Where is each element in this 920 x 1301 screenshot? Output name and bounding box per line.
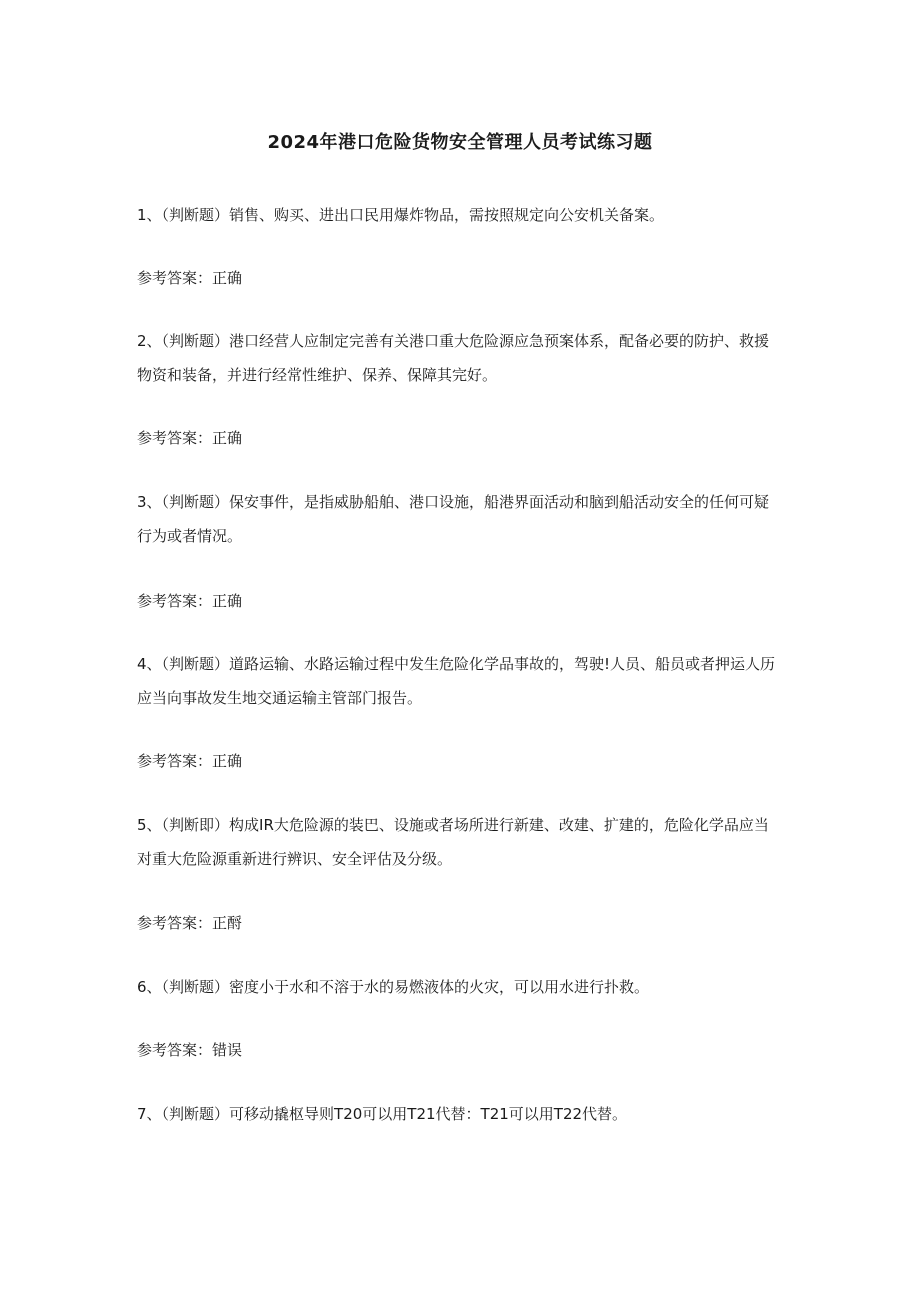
- question-1: 1、（判断题）销售、购买、进出口民用爆炸物品，需按照规定向公安机关备案。: [137, 206, 665, 224]
- answer-5: 参考答案：正酹: [137, 914, 243, 932]
- answer-2: 参考答案：正确: [137, 429, 243, 447]
- question-5: 5、（判断即）构成IR大危险源的装巴、设施或者场所进行新建、改建、扩建的，危险化学品应当对重大危险源重新进行辨识、安全评估及分级。: [137, 816, 769, 868]
- answer-6: 参考答案：错误: [137, 1041, 243, 1059]
- question-6: 6、（判断题）密度小于水和不溶于水的易燃液体的火灾，可以用水进行扑救。: [137, 978, 650, 996]
- question-3: 3、（判断题）保安事件，是指威胁船舶、港口设施，船港界面活动和脑到船活动安全的任何可疑行为或者情况。: [137, 493, 770, 545]
- answer-3: 参考答案：正确: [137, 592, 243, 610]
- document-title: 2024年港口危险货物安全管理人员考试练习题: [267, 132, 653, 153]
- question-4: 4、（判断题）道路运输、水路运输过程中发生危险化学品事故的，驾驶!人员、船员或者押运人历应当向事故发生地交通运输主管部门报告。: [137, 655, 776, 707]
- question-7: 7、（判断题）可移动撬枢导则T20可以用T21代替：T21可以用T22代替。: [137, 1105, 628, 1123]
- question-2: 2、（判断题）港口经营人应制定完善有关港口重大危险源应急预案体系，配备必要的防护、救援物资和装备，并进行经常性维护、保养、保障其完好。: [137, 332, 770, 384]
- answer-4: 参考答案：正确: [137, 752, 243, 770]
- answer-1: 参考答案：正确: [137, 269, 243, 287]
